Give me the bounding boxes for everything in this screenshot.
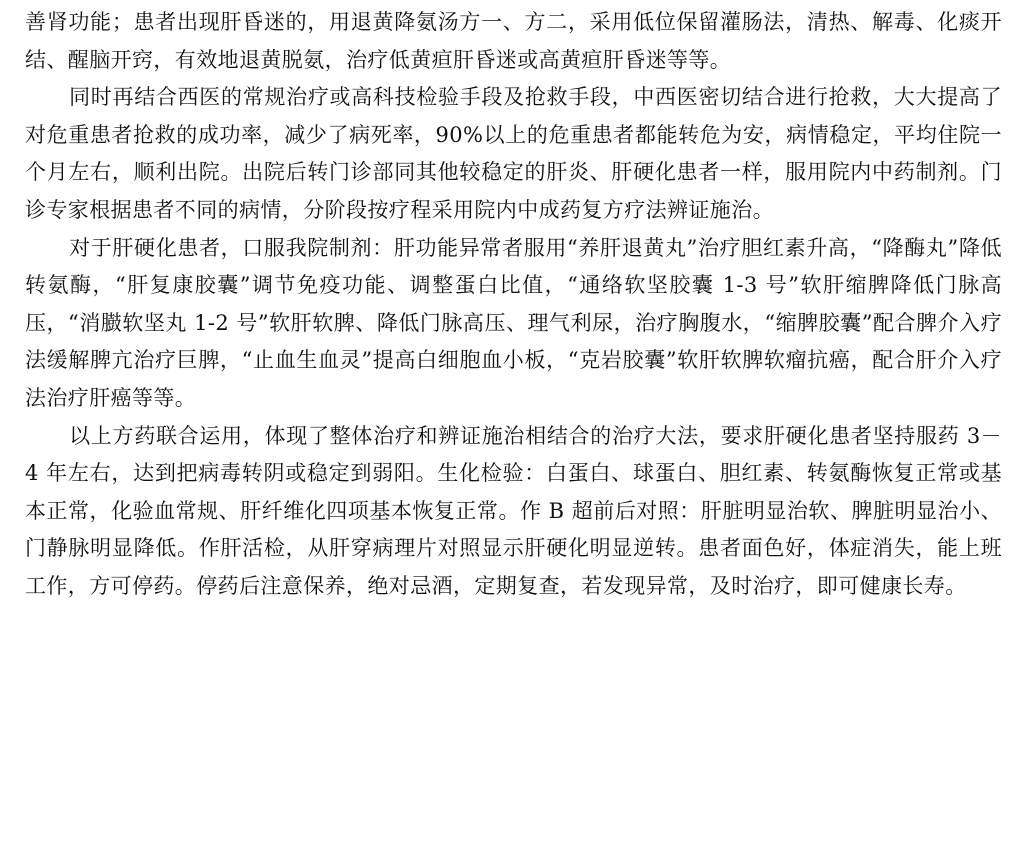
paragraph-4: 以上方药联合运用，体现了整体治疗和辨证施治相结合的治疗大法，要求肝硬化患者坚持服药 3－4 年左右，达到把病毒转阴或稳定到弱阳。生化检验：白蛋白、球蛋白、胆红素、转氨酶恢复正常或基本正常，化验血常规、肝纤维化四项基本恢复正常。作 B 超前后对照：肝脏明显治软、脾脏明显治小、门静脉明显降低。作肝活检，从肝穿病理片对照显示肝硬化明显逆转。患者面色好，体症消失，能上班工作，方可停药。停药后注意保养，绝对忌酒，定期复查，若发现异常，及时治疗，即可健康长寿。 — [25, 423, 1002, 598]
paragraph-3: 对于肝硬化患者，口服我院制剂：肝功能异常者服用“养肝退黄丸”治疗胆红素升高，“降酶丸”降低转氨酶，“肝复康胶囊”调节免疫功能、调整蛋白比值，“通络软坚胶囊 1-3 号”软肝缩脾降低门脉高压，“消臌软坚丸 1-2 号”软肝软脾、降低门脉高压、理气利尿，治疗胸腹水，“缩脾胶囊”配合脾介入疗法缓解脾亢治疗巨脾，“止血生血灵”提高白细胞血小板，“克岩胶囊”软肝软脾软瘤抗癌，配合肝介入疗法治疗肝癌等等。 — [25, 235, 1002, 410]
paragraph-2: 同时再结合西医的常规治疗或高科技检验手段及抢救手段，中西医密切结合进行抢救，大大提高了对危重患者抢救的成功率，减少了病死率，90%以上的危重患者都能转危为安，病情稳定，平均住院一个月左右，顺利出院。出院后转门诊部同其他较稳定的肝炎、肝硬化患者一样，服用院内中药制剂。门诊专家根据患者不同的病情，分阶段按疗程采用院内中成药复方疗法辨证施治。 — [25, 85, 1002, 222]
paragraph-1: 善肾功能；患者出现肝昏迷的，用退黄降氨汤方一、方二，采用低位保留灌肠法，清热、解毒、化痰开结、醒脑开窍，有效地退黄脱氨，治疗低黄疸肝昏迷或高黄疸肝昏迷等等。 — [25, 10, 1002, 72]
